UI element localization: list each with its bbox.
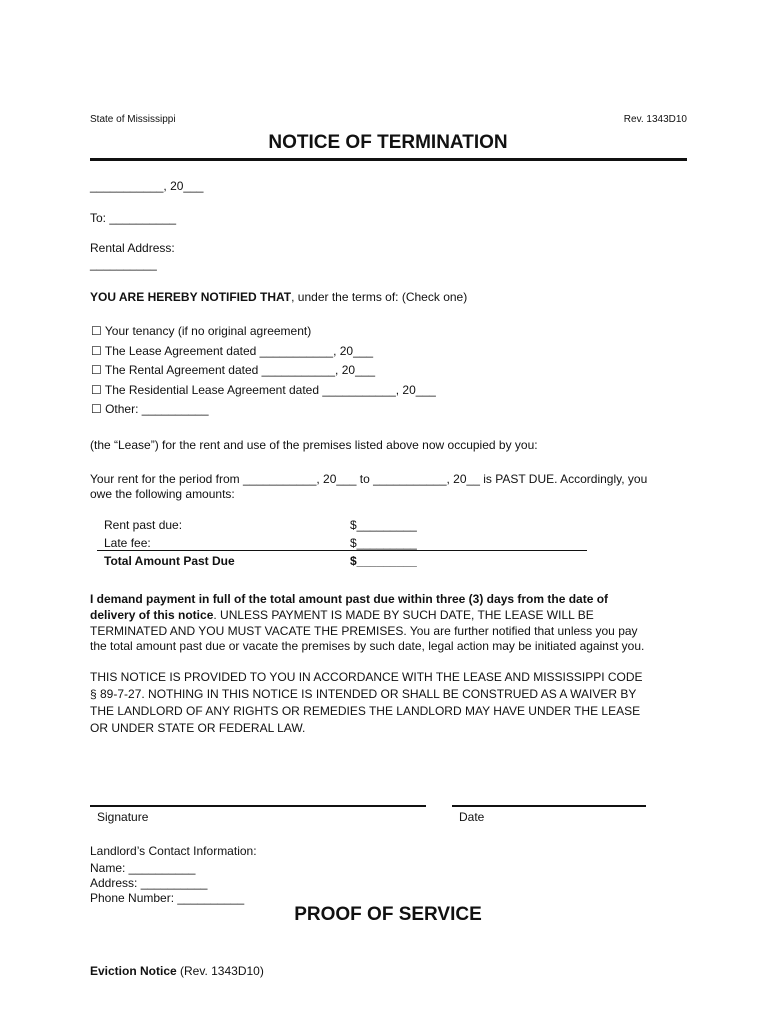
rent-past-due-label: Rent past due: xyxy=(104,518,183,532)
option-lease-agreement[interactable]: ☐ The Lease Agreement dated ___________, 20___ xyxy=(91,344,374,358)
contact-name: Name: __________ xyxy=(90,861,196,875)
title-rule xyxy=(90,158,687,161)
document-title: NOTICE OF TERMINATION xyxy=(268,132,508,153)
signature-line[interactable] xyxy=(90,805,426,807)
demand-line-3: TERMINATED AND YOU MUST VACATE THE PREMISES. You are further notified that unless you pay xyxy=(90,624,638,638)
contact-heading: Landlord’s Contact Information: xyxy=(90,844,257,858)
revision-label: Rev. 1343D10 xyxy=(623,114,687,125)
total-past-due-label: Total Amount Past Due xyxy=(104,554,235,568)
contact-phone: Phone Number: __________ xyxy=(90,891,245,905)
option-rental-agreement[interactable]: ☐ The Rental Agreement dated ___________, 20___ xyxy=(91,363,376,377)
option-residential-lease[interactable]: ☐ The Residential Lease Agreement dated ___________, 20___ xyxy=(91,383,436,397)
rent-period-line-1: Your rent for the period from ___________, 20___ to ___________, 20__ is PAST DUE. Accordingly, you xyxy=(90,472,648,486)
state-label: State of Mississippi xyxy=(90,114,176,125)
code-notice-line-1: THIS NOTICE IS PROVIDED TO YOU IN ACCORDANCE WITH THE LEASE AND MISSISSIPPI CODE xyxy=(90,670,643,684)
option-other[interactable]: ☐ Other: __________ xyxy=(91,402,209,416)
rental-address-label: Rental Address: xyxy=(90,241,175,255)
to-line: To: __________ xyxy=(90,211,177,225)
footer-bold: Eviction Notice xyxy=(90,964,177,978)
code-notice-line-4: OR UNDER STATE OR FEDERAL LAW. xyxy=(90,721,306,735)
notified-rest: , under the terms of: (Check one) xyxy=(291,290,468,304)
late-fee-label: Late fee: xyxy=(104,536,151,550)
date-signature-line[interactable] xyxy=(452,805,646,807)
code-notice-line-3: THE LANDLORD OF ANY RIGHTS OR REMEDIES THE LANDLORD MAY HAVE UNDER THE LEASE xyxy=(90,704,641,718)
demand-line-1: I demand payment in full of the total amount past due within three (3) days from the date of xyxy=(90,592,609,606)
late-fee-value: $_________ xyxy=(350,536,417,550)
signature-date-label: Date xyxy=(459,810,485,824)
contact-address: Address: __________ xyxy=(90,876,208,890)
demand-rest-2: . UNLESS PAYMENT IS MADE BY SUCH DATE, THE LEASE WILL BE xyxy=(213,608,594,622)
signature-label: Signature xyxy=(97,810,149,824)
demand-line-2 xyxy=(90,608,594,622)
total-past-due-value: $_________ xyxy=(350,554,417,568)
demand-line-4: the total amount past due or vacate the premises by such date, legal action may be initiated against you. xyxy=(90,639,645,653)
notified-bold: YOU ARE HEREBY NOTIFIED THAT xyxy=(90,290,292,304)
lease-line: (the “Lease”) for the rent and use of the premises listed above now occupied by you: xyxy=(90,438,538,452)
notified-line xyxy=(90,290,467,304)
option-tenancy[interactable]: ☐ Your tenancy (if no original agreement) xyxy=(91,324,312,338)
rent-period-line-2: owe the following amounts: xyxy=(90,487,235,501)
footer-rest: (Rev. 1343D10) xyxy=(176,964,264,978)
footer xyxy=(90,964,264,978)
rent-past-due-value: $_________ xyxy=(350,518,417,532)
demand-bold-2: delivery of this notice xyxy=(90,608,214,622)
amounts-rule xyxy=(97,550,587,551)
rental-address-blank: __________ xyxy=(90,257,157,271)
code-notice-line-2: § 89-7-27. NOTHING IN THIS NOTICE IS INTENDED OR SHALL BE CONSTRUED AS A WAIVER BY xyxy=(90,687,637,701)
proof-of-service-title: PROOF OF SERVICE xyxy=(294,904,482,925)
date-line: ___________, 20___ xyxy=(90,179,204,193)
